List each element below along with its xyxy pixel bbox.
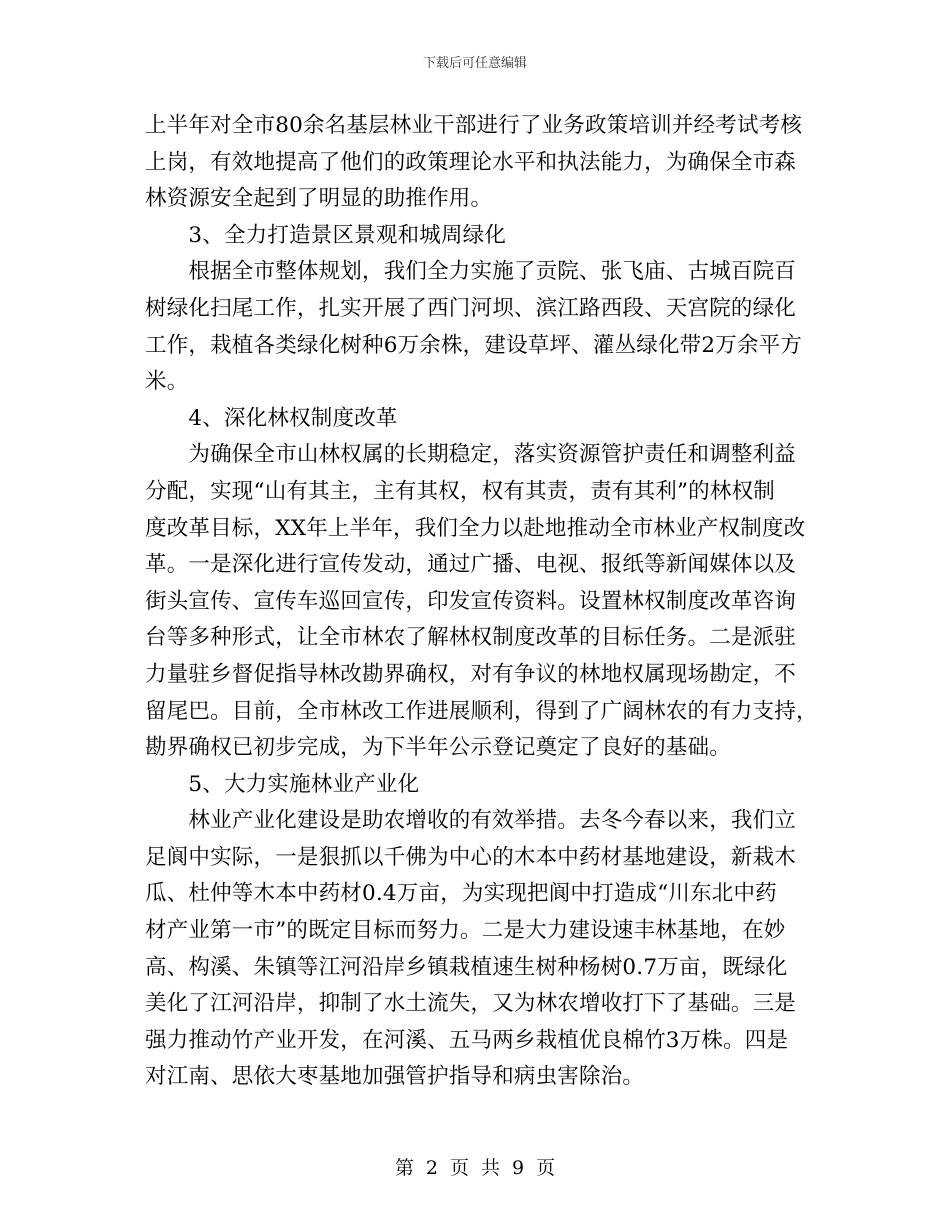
text-line: 勘界确权已初步完成，为下半年公示登记奠定了良好的基础。 <box>145 735 731 761</box>
text-line: 台等多种形式，让全市林农了解林权制度改革的目标任务。二是派驻 <box>145 625 797 651</box>
text-line: 瓜、杜仲等木本中药材0.4万亩，为实现把阆中打造成“川东北中药 <box>145 881 777 907</box>
page-header: 下载后可任意编辑 <box>422 56 527 71</box>
text-line: 分配，实现“山有其主，主有其权，权有其责，责有其利”的林权制 <box>145 478 775 504</box>
text-line: 根据全市整体规划，我们全力实施了贡院、张飞庙、古城百院百 <box>145 259 797 285</box>
text-line: 强力推动竹产业开发，在河溪、五马两乡栽植优良棉竹3万株。四是 <box>145 1027 789 1053</box>
text-line: 力量驻乡督促指导林改勘界确权，对有争议的林地权属现场勘定，不 <box>145 661 797 687</box>
text-line: 林业产业化建设是助农增收的有效举措。去冬今春以来，我们立 <box>145 808 797 834</box>
text-line: 街头宣传、宣传车巡回宣传，印发宣传资料。设置林权制度改革咨询 <box>145 588 797 614</box>
text-line: 材产业第一市”的既定目标而努力。二是大力建设速丰林基地，在妙 <box>145 918 786 944</box>
text-line: 林资源安全起到了明显的助推作用。 <box>145 186 493 212</box>
section-heading: 5、大力实施林业产业化 <box>145 771 420 797</box>
text-line: 上岗，有效地提高了他们的政策理论水平和执法能力，为确保全市森 <box>145 149 797 175</box>
text-line: 美化了江河沿岸，抑制了水土流失，又为林农增收打下了基础。三是 <box>145 991 797 1017</box>
text-line: 上半年对全市80余名基层林业干部进行了业务政策培训并经考试考核 <box>145 113 803 138</box>
section-heading: 4、深化林权制度改革 <box>145 405 398 431</box>
document-body <box>145 108 818 1096</box>
text-line: 对江南、思依大枣基地加强管护指导和病虫害除治。 <box>145 1064 645 1090</box>
page-number: 第 2 页 共 9 页 <box>394 1157 556 1179</box>
text-line: 度改革目标，XX年上半年，我们全力以赴地推动全市林业产权制度改 <box>145 515 806 541</box>
section-heading: 3、全力打造景区景观和城周绿化 <box>145 222 507 248</box>
text-line: 足阆中实际，一是狠抓以千佛为中心的木本中药材基地建设，新栽木 <box>145 844 797 870</box>
text-line: 革。一是深化进行宣传发动，通过广播、电视、报纸等新闻媒体以及 <box>145 552 797 578</box>
text-line: 树绿化扫尾工作，扎实开展了西门河坝、滨江路西段、天宫院的绿化 <box>145 295 797 321</box>
text-line: 留尾巴。目前，全市林改工作进展顺利，得到了广阔林农的有力支持， <box>145 698 818 724</box>
text-line: 高、构溪、朱镇等江河沿岸乡镇栽植速生树种杨树0.7万亩，既绿化 <box>145 954 788 980</box>
text-line: 工作，栽植各类绿化树种6万余株，建设草坪、灌丛绿化带2万余平方 <box>145 332 803 358</box>
text-line: 米。 <box>145 369 189 395</box>
text-line: 为确保全市山林权属的长期稳定，落实资源管护责任和调整利益 <box>145 442 797 468</box>
